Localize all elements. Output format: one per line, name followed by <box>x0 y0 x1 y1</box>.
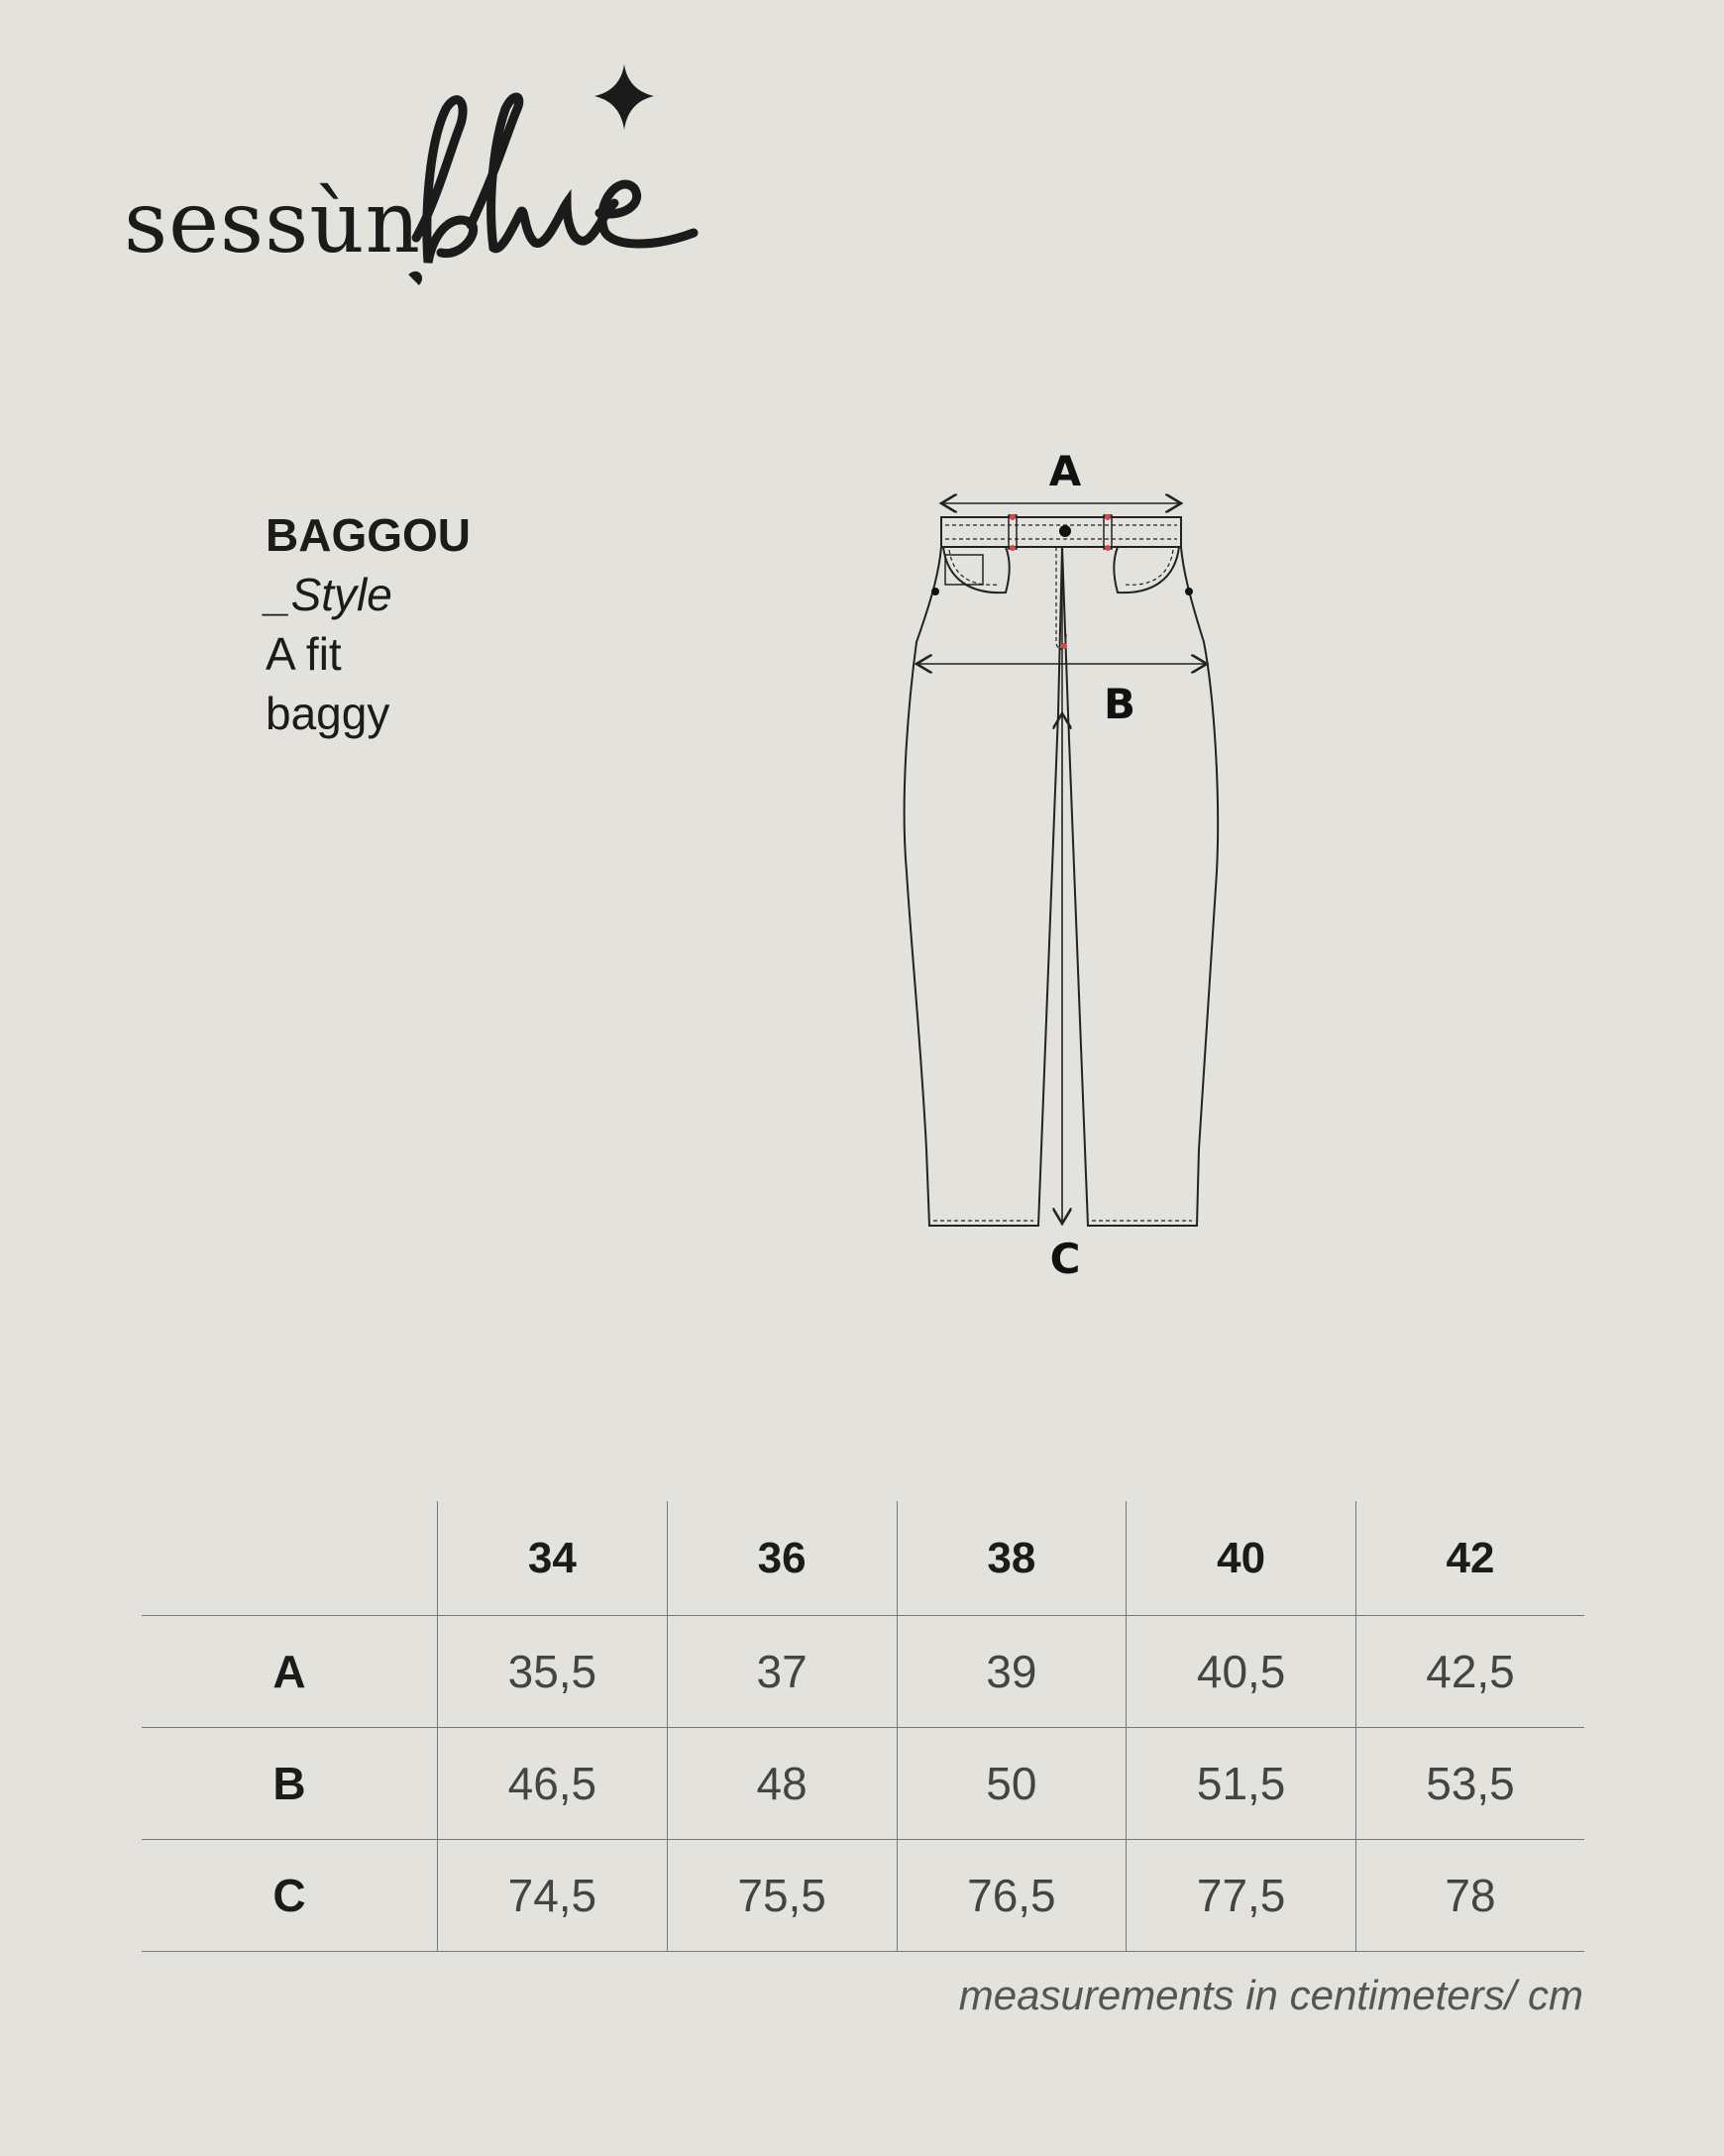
size-header: 38 <box>897 1501 1127 1616</box>
table-cell: 46,5 <box>438 1728 668 1840</box>
table-cell: 74,5 <box>438 1840 668 1952</box>
product-name: BAGGOU <box>266 509 471 561</box>
table-row <box>142 1840 1584 1952</box>
table-cell: 39 <box>897 1616 1127 1728</box>
table-row <box>142 1728 1584 1840</box>
size-table <box>142 1501 1584 1952</box>
row-label: B <box>142 1728 438 1840</box>
right-pocket <box>1114 547 1179 593</box>
size-header-row <box>142 1501 1584 1616</box>
table-cell: 42,5 <box>1356 1616 1585 1728</box>
left-pocket <box>943 547 1010 593</box>
rivet <box>1061 643 1067 649</box>
table-cell: 53,5 <box>1356 1728 1585 1840</box>
rivet <box>1010 545 1016 551</box>
table-cell: 78 <box>1356 1840 1585 1952</box>
table-cell: 75,5 <box>667 1840 897 1952</box>
brand-logo <box>119 54 713 302</box>
table-row <box>142 1616 1584 1728</box>
size-header: 42 <box>1356 1501 1585 1616</box>
belt-loop <box>1009 515 1017 549</box>
sparkle-icon <box>594 64 654 130</box>
fit-line-1: A fit <box>266 628 342 680</box>
table-cell: 51,5 <box>1127 1728 1356 1840</box>
button <box>1059 525 1071 537</box>
rivet <box>1105 514 1111 520</box>
label-c: C <box>1049 1235 1081 1283</box>
row-label: C <box>142 1840 438 1952</box>
rivet <box>1010 514 1016 520</box>
size-header: 34 <box>438 1501 668 1616</box>
brand-script-logo <box>119 54 713 302</box>
table-cell: 50 <box>897 1728 1127 1840</box>
row-label: A <box>142 1616 438 1728</box>
label-a: A <box>1048 447 1082 495</box>
table-cell: 76,5 <box>897 1840 1127 1952</box>
right-leg-outline <box>1062 547 1218 1226</box>
table-cell: 40,5 <box>1127 1616 1356 1728</box>
left-leg-outline <box>905 547 1062 1226</box>
style-label: _Style <box>266 569 392 620</box>
table-cell: 37 <box>667 1616 897 1728</box>
label-b: B <box>1103 680 1136 728</box>
corner-cell <box>142 1501 438 1616</box>
table-cell: 77,5 <box>1127 1840 1356 1952</box>
fit-line-2: baggy <box>266 688 390 739</box>
brand-name: sessùn <box>124 173 422 272</box>
table-cell: 48 <box>667 1728 897 1840</box>
belt-loop <box>1104 515 1112 549</box>
table-cell: 35,5 <box>438 1616 668 1728</box>
rivet <box>1105 545 1111 551</box>
size-header: 36 <box>667 1501 897 1616</box>
measurement-note: measurements in centimeters/ cm <box>958 1972 1583 2018</box>
style-info <box>266 505 471 743</box>
size-header: 40 <box>1127 1501 1356 1616</box>
jeans-diagram <box>872 436 1268 1308</box>
